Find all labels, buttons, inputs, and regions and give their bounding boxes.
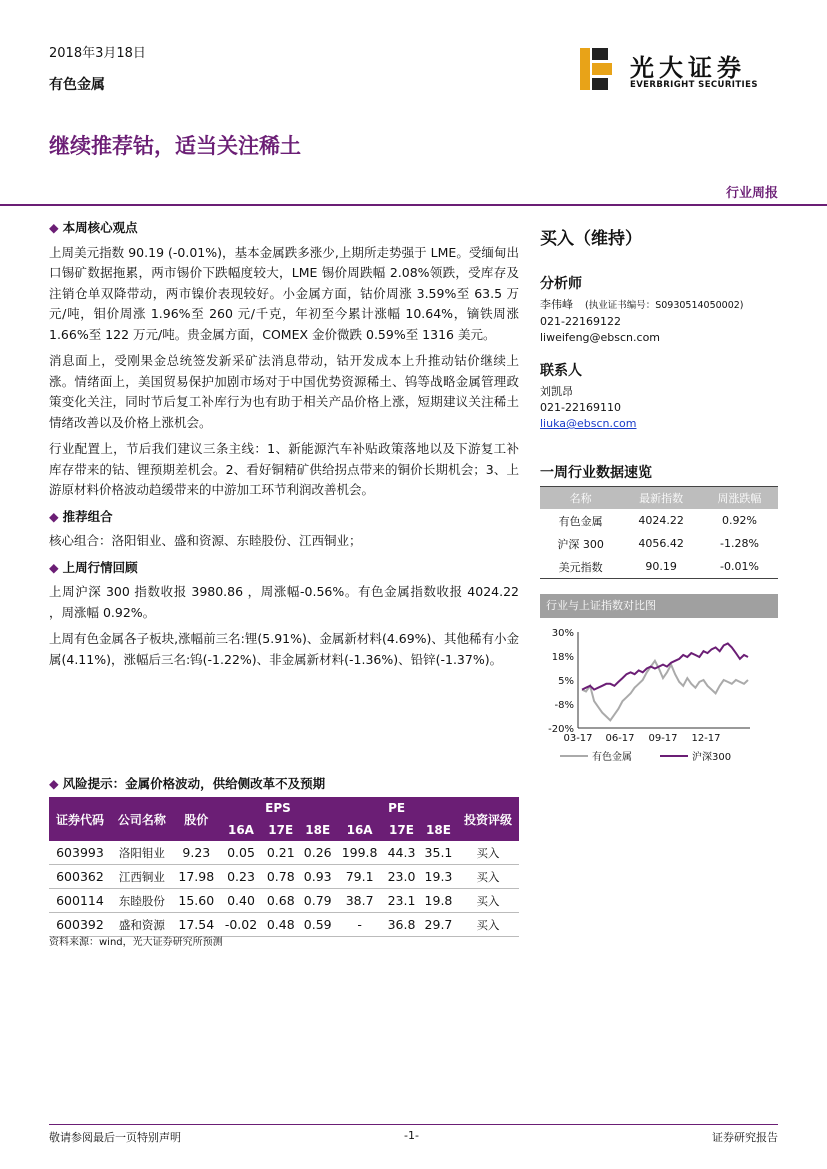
weekly-cell: 4056.42: [638, 537, 684, 550]
series-line: [582, 661, 748, 721]
weekly-cell: 有色金属: [558, 514, 603, 528]
x-tick-label: 12-17: [691, 733, 721, 744]
core-view-p3: 行业配置上，节后我们建议三条主线：1、新能源汽车补贴政策落地以及下游复工补库存带来的钴、锂预期差机会。2、看好铜精矿供给拐点带来的铜价长期机会；3、上游原材料价格波动趋缓带来的中游加工环节利润改善机会。: [49, 441, 519, 497]
diamond-icon: ◆: [49, 776, 59, 791]
weekly-data-title: 一周行业数据速览: [540, 462, 778, 487]
stock-cell: 17.98: [173, 865, 220, 889]
stock-cell: -: [336, 913, 383, 937]
col-rating: 投资评级: [457, 797, 519, 841]
legend-label: 有色金属: [592, 752, 632, 763]
stock-cell: 23.1: [383, 889, 420, 913]
stock-cell: 600362: [49, 865, 111, 889]
stock-cell: 36.8: [383, 913, 420, 937]
weekly-cell: 0.92%: [721, 514, 757, 527]
col-year: 16A: [336, 819, 383, 841]
stock-cell: 0.48: [262, 913, 299, 937]
col-price: 股价: [173, 797, 220, 841]
brand-logo: [578, 46, 778, 96]
y-tick-label: 30%: [551, 628, 574, 639]
weekly-col: 最新指数: [621, 487, 701, 509]
weekly-row: [540, 532, 778, 555]
contact-heading: 联系人: [540, 363, 582, 379]
diamond-icon: ◆: [49, 508, 59, 524]
review-heading: ◆ 上周行情回顾: [49, 559, 138, 575]
stock-cell: 199.8: [336, 841, 383, 865]
analyst-phone: 021-22169122: [540, 315, 621, 328]
x-tick-label: 06-17: [605, 733, 635, 744]
weekly-cell: 4024.22: [638, 514, 684, 527]
logo-mark-icon: [578, 46, 622, 92]
stock-cell: 29.7: [420, 913, 457, 937]
col-year: 18E: [299, 819, 336, 841]
sidebar: [540, 218, 778, 579]
logo-text-cn: 光大证券: [630, 53, 746, 82]
stock-cell: 600392: [49, 913, 111, 937]
stock-cell: 0.79: [299, 889, 336, 913]
col-pe: PE: [336, 797, 457, 819]
series-line: [582, 644, 748, 690]
col-code: 证券代码: [49, 797, 111, 841]
analyst-heading: 分析师: [540, 276, 582, 292]
footer-divider: [49, 1124, 778, 1125]
stock-cell: 0.21: [262, 841, 299, 865]
contact-email-link[interactable]: liuka@ebscn.com: [540, 417, 637, 430]
source-note: 资料来源：wind，光大证券研究所预测: [49, 937, 223, 948]
analyst-email[interactable]: liweifeng@ebscn.com: [540, 331, 661, 344]
core-view-p1: 上周美元指数 90.19 (-0.01%)，基本金属跌多涨少,上期所走势强于 LME。受缅甸出口锡矿数据拖累，两市锡价下跌幅度较大，LME 锡价周跌幅 2.08%领跌，受库存及注销仓单双降带动，两市镍价表现较好。小金属方面，钴价周涨 3.59%至 63.5 万元/吨，钼价周涨 1.96%至 260 元/千克，年初至今累计涨幅 10.64%，镝铁周涨 1.66%至 122 万元/吨。贵金属方面，COMEX 金价微跌 0.59%至 1316 美元。: [49, 244, 519, 342]
stock-cell: 0.26: [299, 841, 336, 865]
comparison-chart: [540, 620, 778, 770]
stock-cell: 600114: [49, 889, 111, 913]
weekly-cell: 沪深 300: [557, 537, 604, 551]
stock-cell: 0.68: [262, 889, 299, 913]
stock-table: [49, 797, 519, 937]
core-view-heading: ◆ 本周核心观点: [49, 220, 138, 235]
weekly-cell: -0.01%: [701, 555, 778, 579]
sector-label: 有色金属: [49, 77, 105, 93]
y-tick-label: 18%: [551, 652, 574, 663]
logo-text-en: EVERBRIGHT SECURITIES: [630, 80, 758, 90]
stock-cell: 买入: [457, 841, 519, 865]
analyst-line: [540, 297, 778, 314]
stock-cell: 35.1: [420, 841, 457, 865]
footer-report-label: 证券研究报告: [712, 1131, 778, 1144]
diamond-icon: ◆: [49, 559, 59, 575]
col-year: 16A: [220, 819, 263, 841]
stock-cell: 盛和资源: [111, 913, 173, 937]
stock-cell: 0.59: [299, 913, 336, 937]
contact-phone: 021-22169110: [540, 401, 621, 414]
stock-row: [49, 841, 519, 865]
stock-cell: 0.23: [220, 865, 263, 889]
review-p1: 上周沪深 300 指数收报 3980.86 ，周涨幅-0.56%。有色金属指数收报 4024.22 ，周涨幅 0.92%。: [49, 584, 519, 620]
review-p2: 上周有色金属各子板块,涨幅前三名:锂(5.91%)、金属新材料(4.69%)、其他稀有小金属(4.11%)，涨幅后三名:钨(-1.22%)、非金属新材料(-1.36%)、铅锌(-1.37%)。: [49, 631, 519, 667]
report-date: 2018年3月18日: [49, 46, 146, 61]
analyst-name: 李伟峰: [540, 298, 573, 311]
stock-cell: 0.40: [220, 889, 263, 913]
stock-cell: 17.54: [173, 913, 220, 937]
stock-cell: 江西铜业: [111, 865, 173, 889]
rating: 买入（维持）: [540, 229, 642, 249]
col-company: 公司名称: [111, 797, 173, 841]
col-year: 17E: [262, 819, 299, 841]
portfolio-heading: ◆ 推荐组合: [49, 508, 113, 524]
col-year: 18E: [420, 819, 457, 841]
stock-cell: 洛阳钼业: [111, 841, 173, 865]
weekly-row: [540, 509, 778, 532]
weekly-row: [540, 555, 778, 579]
stock-cell: 9.23: [173, 841, 220, 865]
stock-cell: 买入: [457, 865, 519, 889]
col-eps: EPS: [220, 797, 336, 819]
report-title: 继续推荐钴，适当关注稀土: [49, 134, 301, 158]
x-tick-label: 09-17: [648, 733, 678, 744]
weekly-cell: -1.28%: [719, 537, 759, 550]
stock-cell: 19.3: [420, 865, 457, 889]
stock-cell: 东睦股份: [111, 889, 173, 913]
stock-cell: 买入: [457, 913, 519, 937]
core-view-p2: 消息面上，受刚果金总统签发新采矿法消息带动，钴开发成本上升推动钴价继续上涨。情绪面上，美国贸易保护加剧市场对于中国优势资源稀土、钨等战略金属管理政策变化关注，同时节后复工补库行为也有助于相关产品价格上涨，短期建议关注稀土情绪改善以及价格上涨机会。: [49, 353, 519, 430]
y-tick-label: 5%: [558, 676, 574, 687]
stock-cell: 0.05: [220, 841, 263, 865]
stock-cell: 38.7: [336, 889, 383, 913]
weekly-col: 周涨跌幅: [701, 487, 778, 509]
weekly-data-table: [540, 487, 778, 579]
weekly-cell: 90.19: [621, 555, 701, 579]
page-number: -1-: [404, 1129, 419, 1142]
stock-cell: 买入: [457, 889, 519, 913]
diamond-icon: ◆: [49, 220, 59, 235]
stock-cell: 603993: [49, 841, 111, 865]
portfolio-text: 核心组合：洛阳钼业、盛和资源、东睦股份、江西铜业；: [49, 533, 362, 548]
stock-cell: 79.1: [336, 865, 383, 889]
footer-disclaimer: 敬请参阅最后一页特别声明: [49, 1131, 181, 1144]
contact-name: 刘凯昂: [540, 385, 573, 398]
header-divider: [0, 204, 827, 206]
stock-cell: 19.8: [420, 889, 457, 913]
stock-row: [49, 865, 519, 889]
legend-label: 沪深300: [692, 752, 732, 763]
y-tick-label: -20%: [548, 724, 574, 735]
stock-cell: 0.93: [299, 865, 336, 889]
y-tick-label: -8%: [554, 700, 574, 711]
stock-row: [49, 889, 519, 913]
x-tick-label: 03-17: [563, 733, 593, 744]
stock-cell: -0.02: [220, 913, 263, 937]
stock-cell: 44.3: [383, 841, 420, 865]
stock-cell: 15.60: [173, 889, 220, 913]
report-type: 行业周报: [725, 186, 778, 201]
stock-cell: 23.0: [383, 865, 420, 889]
weekly-col: 名称: [540, 487, 621, 509]
stock-cell: 0.78: [262, 865, 299, 889]
chart-header: 行业与上证指数对比图: [540, 594, 778, 618]
col-year: 17E: [383, 819, 420, 841]
risk-warning: ◆ 风险提示：金属价格波动，供给侧改革不及预期: [49, 776, 326, 791]
weekly-cell: 美元指数: [540, 555, 621, 579]
analyst-cert: (执业证书编号：S0930514050002): [585, 300, 744, 311]
main-content: [49, 218, 519, 676]
